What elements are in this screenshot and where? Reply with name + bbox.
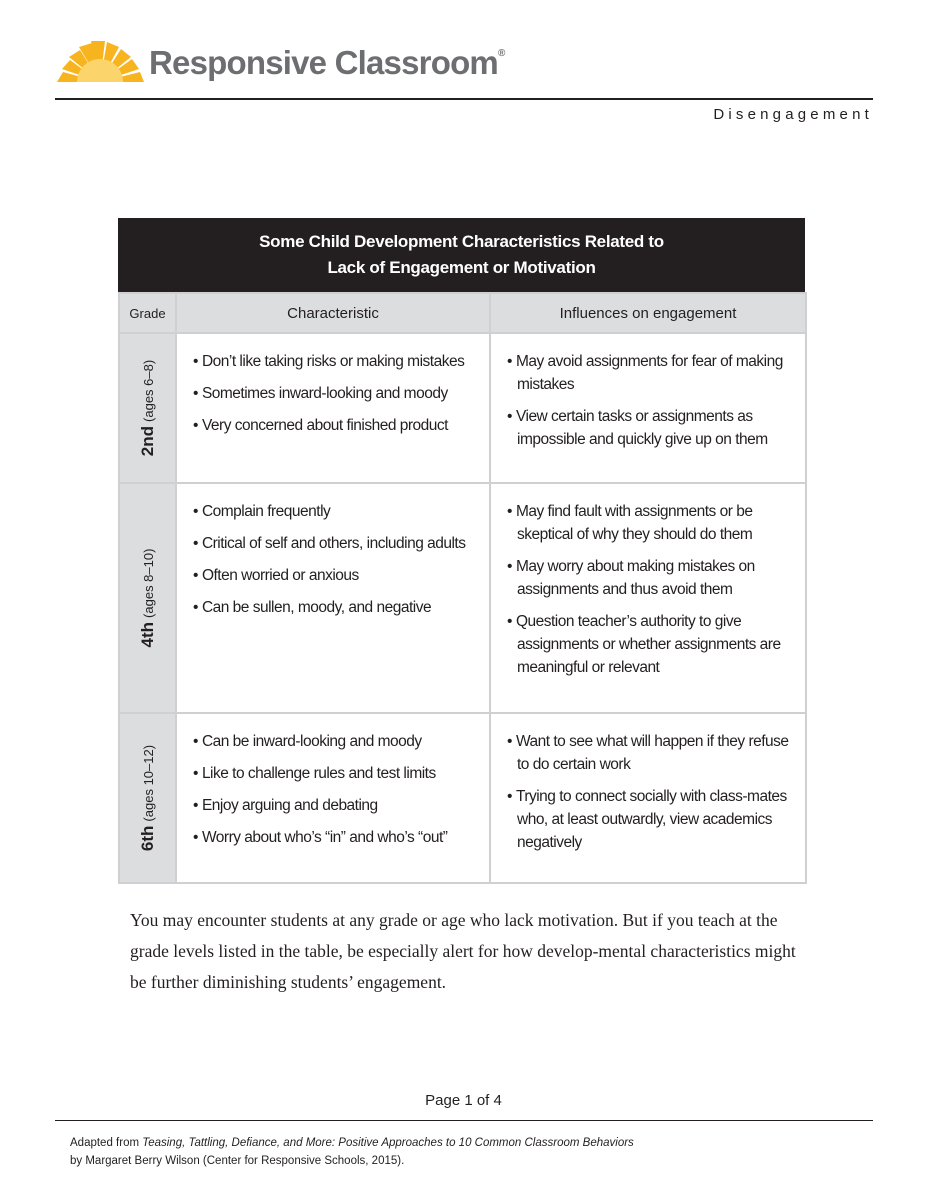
section-label: Disengagement (713, 106, 873, 123)
characteristic-cell (176, 333, 490, 483)
grade-ages: (ages 8–10) (140, 548, 156, 618)
list-item: • Complain frequently (193, 500, 479, 523)
header-influences: Influences on engagement (490, 293, 806, 333)
grade-cell (119, 713, 176, 883)
table-row (119, 713, 806, 883)
table-title-line2: Lack of Engagement or Motivation (327, 258, 596, 277)
footer-prefix: Adapted from (70, 1137, 143, 1149)
brand-name: Responsive Classroom® (149, 43, 505, 81)
list-item: • Often worried or anxious (193, 564, 479, 587)
table-row (119, 333, 806, 483)
body-paragraph: You may encounter students at any grade or age who lack motivation. But if you teach at the grade levels listed in the table, be especially alert for how develop-mental characteristics might be further diminishing students’ engagement. (130, 910, 796, 992)
table-row (119, 483, 806, 713)
list-item: • Don’t like taking risks or making mistakes (193, 350, 479, 373)
list-item: • Like to challenge rules and test limits (193, 762, 479, 785)
characteristic-cell (176, 483, 490, 713)
grade-ages: (ages 10–12) (140, 744, 156, 822)
list-item: • Want to see what will happen if they refuse to do certain work (507, 730, 795, 776)
footer-citation (70, 1134, 634, 1170)
characteristic-cell (176, 713, 490, 883)
header-characteristic: Characteristic (176, 293, 490, 333)
list-item: • Worry about who’s “in” and who’s “out” (193, 826, 479, 849)
footer-book-title: Teasing, Tattling, Defiance, and More: Positive Approaches to 10 Common Classroom Behaviors (142, 1137, 634, 1149)
grade-label: 4th (137, 621, 157, 648)
table-body (118, 292, 807, 884)
list-item: • Can be inward-looking and moody (193, 730, 479, 753)
list-item: • Trying to connect socially with class-mates who, at least outwardly, view academics negatively (507, 785, 795, 854)
grade-label: 2nd (137, 425, 157, 457)
footer-line2: by Margaret Berry Wilson (Center for Responsive Schools, 2015). (70, 1155, 405, 1167)
list-item: • Enjoy arguing and debating (193, 794, 479, 817)
influences-cell (490, 333, 806, 483)
influences-cell (490, 483, 806, 713)
header-grade: Grade (119, 293, 176, 333)
grade-cell (119, 333, 176, 483)
list-item: • May find fault with assignments or be skeptical of why they should do them (507, 500, 795, 546)
footer-line1 (70, 1134, 634, 1152)
grade-label: 6th (137, 825, 157, 852)
header-logo (55, 38, 505, 83)
table-title-line1: Some Child Development Characteristics Related to (259, 232, 664, 251)
influences-cell (490, 713, 806, 883)
grade-cell (119, 483, 176, 713)
list-item: • Critical of self and others, including adults (193, 532, 479, 555)
list-item: • Sometimes inward-looking and moody (193, 382, 479, 405)
list-item: • Can be sullen, moody, and negative (193, 596, 479, 619)
top-rule (55, 98, 873, 100)
table-title (118, 218, 805, 292)
development-table (118, 218, 805, 884)
list-item: • View certain tasks or assignments as impossible and quickly give up on them (507, 405, 795, 451)
list-item: • Question teacher’s authority to give assignments or whether assignments are meaningful or relevant (507, 610, 795, 679)
grade-ages: (ages 6–8) (140, 359, 156, 422)
bottom-rule (55, 1120, 873, 1121)
sun-logo-icon (55, 38, 145, 83)
list-item: • May worry about making mistakes on assignments and thus avoid them (507, 555, 795, 601)
list-item: • May avoid assignments for fear of making mistakes (507, 350, 795, 396)
header-row (119, 293, 806, 333)
page-number: Page 1 of 4 (425, 1092, 502, 1109)
list-item: • Very concerned about finished product (193, 414, 479, 437)
